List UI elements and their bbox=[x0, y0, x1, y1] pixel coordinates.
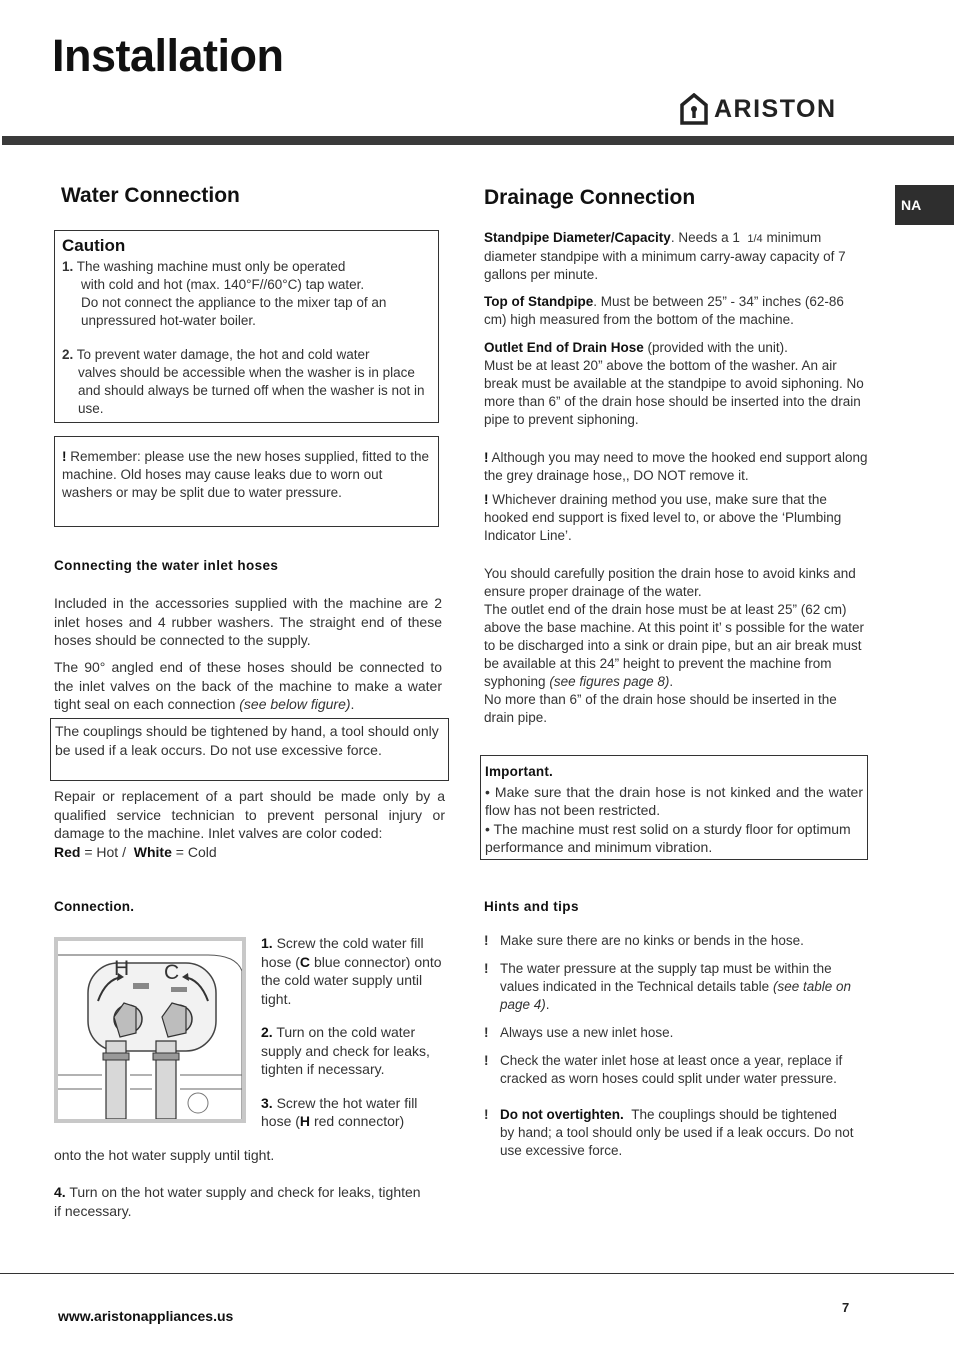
remember-text: Remember: please use the new hoses supplied, fitted to the machine. Old hoses may cause leaks due to worn out washers or may be split due to water pressure. bbox=[62, 449, 429, 500]
outlet-paragraph: Outlet End of Drain Hose (provided with the unit). Must be at least 20” above the bottom of the washer. An air break must be available at the standpipe to avoid siphoning. No more than 6” of the drain hose should be inserted into the drain pipe to prevent siphoning. bbox=[484, 340, 864, 427]
remember-box bbox=[54, 436, 439, 527]
inlet-hoses-heading: Connecting the water inlet hoses bbox=[54, 558, 279, 573]
important-title: Important. bbox=[485, 764, 553, 779]
note-draining-method: ! Whichever draining method you use, make sure that the hooked end support is fixed level to, or above the ‘Plumbing Indicator Line’. bbox=[484, 492, 842, 543]
inlet-figure-reference: (see below figure) bbox=[239, 696, 351, 712]
couplings-box bbox=[50, 718, 449, 781]
important-box bbox=[480, 755, 868, 860]
brand-name: ARISTON bbox=[714, 94, 837, 123]
standpipe-label: Standpipe Diameter/Capacity bbox=[484, 230, 671, 245]
step-3: 3. Screw the hot water fill hose (H red connector) bbox=[261, 1094, 418, 1129]
header-divider bbox=[2, 136, 954, 145]
standpipe-fraction: 1/4 bbox=[747, 233, 763, 245]
inlet-paragraph-1: Included in the accessories supplied with the machine are 2 inlet hoses and 4 rubber washers. The straight end of these hoses should be connected to the supply. bbox=[54, 595, 442, 648]
inlet-paragraph-2-text: The 90° angled end of these hoses should be connected to the inlet valves on the back of the machine to make a water tight seal on each connection bbox=[54, 659, 442, 712]
important-item-2: • The machine must rest solid on a sturdy floor for optimum performance and minimum vibration. bbox=[485, 820, 851, 855]
cold-connector-letter: C bbox=[299, 953, 311, 970]
top-of-standpipe-label: Top of Standpipe bbox=[484, 294, 594, 309]
inlet-valves-illustration bbox=[58, 941, 242, 1119]
hint-item: ! Make sure there are no kinks or bends in the hose. bbox=[484, 933, 804, 948]
caution-1c-text: Do not connect the appliance to the mixer tap of an unpressured hot-water boiler. bbox=[81, 295, 387, 328]
hint-item: ! Always use a new inlet hose. bbox=[484, 1025, 674, 1040]
hint-item: ! Do not overtighten. The couplings should be tightened by hand; a tool should only be used if a leak occurs. Do not use excessive force. bbox=[484, 1107, 854, 1158]
caution-box bbox=[54, 230, 439, 423]
caution-2-number: 2. bbox=[62, 347, 74, 362]
connection-heading: Connection. bbox=[54, 899, 135, 914]
footer-divider bbox=[0, 1273, 954, 1274]
figures-reference: (see figures page 8) bbox=[549, 674, 670, 689]
page-title: Installation bbox=[52, 30, 284, 81]
caution-1-text: The washing machine must only be operated bbox=[76, 259, 346, 274]
region-tab: NA bbox=[895, 185, 954, 225]
remember-bang: ! bbox=[62, 449, 67, 464]
connection-steps-side bbox=[261, 934, 446, 1131]
hints-list bbox=[484, 932, 854, 1160]
hot-connector-letter: H bbox=[299, 1113, 311, 1129]
outlet-label: Outlet End of Drain Hose bbox=[484, 340, 644, 355]
standpipe-paragraph: Standpipe Diameter/Capacity. Needs a 1 1/4 minimum diameter standpipe with a minimum carry-away capacity of 7 gallons per minute. bbox=[484, 230, 846, 282]
white-label: White bbox=[133, 843, 172, 860]
house-logo-icon bbox=[680, 93, 708, 125]
position-paragraph: You should carefully position the drain hose to avoid kinks and ensure proper drainage of the water. The outlet end of the drain hose must be at least 25” (62 cm) above the base machine. At this point it’ s possible for the water to be discharged into a sink or drain pipe, but an air break must be available at this 24” height to prevent the machine from syphoning (see figures page 8). No more than 6” of the drain hose should be inserted in the drain pipe. bbox=[484, 566, 864, 725]
caution-1-number: 1. bbox=[62, 259, 74, 274]
important-item-1: • Make sure that the drain hose is not kinked and the water flow has not been restricted. bbox=[485, 783, 863, 818]
step-4: 4. Turn on the hot water supply and check for leaks, tighten if necessary. bbox=[54, 1184, 421, 1219]
step-2: 2. Turn on the cold water supply and check for leaks, tighten if necessary. bbox=[261, 1024, 430, 1077]
figure-cold-label: C bbox=[164, 961, 180, 984]
water-connection-heading: Water Connection bbox=[61, 184, 240, 207]
red-value: = Hot / bbox=[84, 843, 126, 860]
white-value: = Cold bbox=[175, 843, 217, 860]
hint-item: ! The water pressure at the supply tap must be within the values indicated in the Technical details table (see table on page 4). bbox=[484, 961, 852, 1012]
ariston-logo bbox=[680, 92, 837, 126]
note-hooked-support: ! Although you may need to move the hooked end support along the grey drainage hose,, DO NOT remove it. bbox=[484, 450, 868, 483]
drainage-connection-heading: Drainage Connection bbox=[484, 186, 696, 209]
inlet-paragraph-2: The 90° angled end of these hoses should be connected to the inlet valves on the back of the machine to make a water tight seal on each connection (see below figure). bbox=[54, 659, 442, 712]
caution-2b-text: valves should be accessible when the washer is in place and should always be turned off when the washer is not in use. bbox=[78, 365, 425, 416]
figure-hot-label: H bbox=[114, 957, 130, 980]
caution-title: Caution bbox=[62, 236, 126, 255]
red-label: Red bbox=[54, 843, 81, 860]
caution-1b-text: with cold and hot (max. 140°F//60°C) tap water. bbox=[81, 277, 365, 292]
step-1: 1. Screw the cold water fill hose (C blue connector) onto the cold water supply until tight. bbox=[261, 935, 442, 1007]
hint-item: ! Check the water inlet hose at least once a year, replace if cracked as worn hoses could split under water pressure. bbox=[484, 1053, 843, 1086]
couplings-text: The couplings should be tightened by hand, a tool should only be used if a leak occurs. Do not use excessive force. bbox=[55, 723, 439, 758]
top-of-standpipe-paragraph: Top of Standpipe. Must be between 25” - 34” inches (62-86 cm) high measured from the bottom of the machine. bbox=[484, 294, 844, 327]
page-number: 7 bbox=[842, 1300, 850, 1315]
caution-2-text: To prevent water damage, the hot and cold water bbox=[76, 347, 370, 362]
hints-heading: Hints and tips bbox=[484, 899, 579, 914]
website-link[interactable]: www.aristonappliances.us bbox=[58, 1308, 234, 1324]
step-3-continued: onto the hot water supply until tight. bbox=[54, 1147, 275, 1163]
repair-paragraph bbox=[54, 787, 445, 861]
repair-text: Repair or replacement of a part should be made only by a qualified service technician to prevent personal injury or damage to the machine. Inlet valves are color coded: bbox=[54, 788, 445, 841]
inlet-valves-figure bbox=[54, 937, 246, 1123]
